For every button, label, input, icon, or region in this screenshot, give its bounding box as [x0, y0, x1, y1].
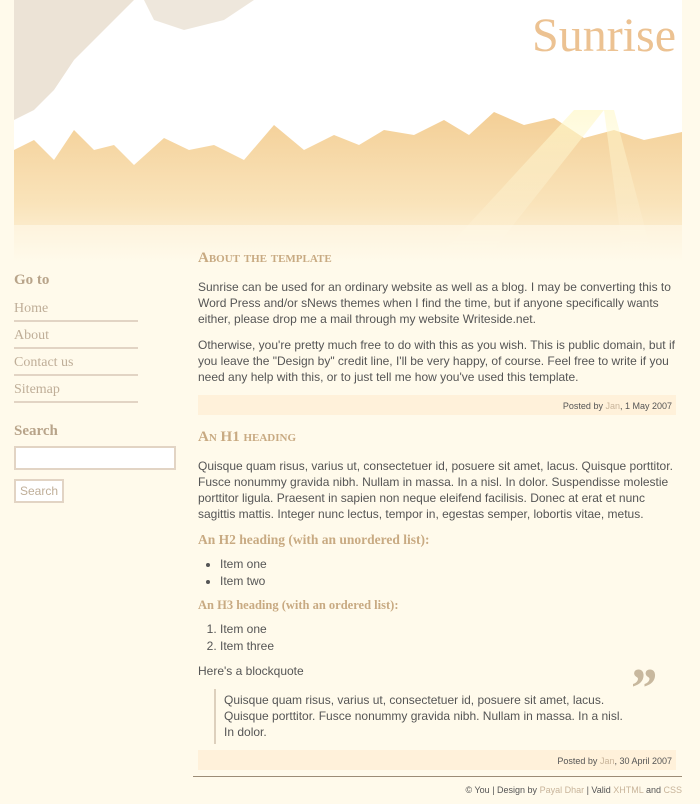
- sidebar: [14, 272, 176, 503]
- post-meta: Posted by Jan, 1 May 2007: [198, 395, 676, 415]
- header-banner: [14, 0, 682, 262]
- blockquote-intro: Here's a blockquote: [198, 664, 304, 678]
- post-paragraph: Quisque quam risus, varius ut, consectetuer id, posuere sit amet, lacus. Quisque porttitor. Fusce nonummy gravida nibh. Nullam in massa. In a nisl. In dolor. Suspendisse molestie porttitor ligula. Praesent in sapien non neque eleifend facilisis. Donec at erat et nunc sagittis mattis. Integer nunc lectus, tempor in, egestas semper, lobortis vitae, metus.: [198, 459, 673, 521]
- ordered-list: [220, 621, 676, 655]
- blockquote: Quisque quam risus, varius ut, consectetuer id, posuere sit amet, lacus. Quisque porttitor. Fusce nonummy gravida nibh. Nullam in massa. In a nisl. In dolor. ”: [214, 689, 676, 744]
- nav-home[interactable]: Home: [14, 295, 138, 322]
- post-title: About the template: [198, 250, 332, 266]
- nav-sitemap[interactable]: Sitemap: [14, 376, 138, 403]
- post-meta: Posted by Jan, 30 April 2007: [198, 750, 676, 770]
- nav-menu: [14, 295, 176, 403]
- h2-heading: An H2 heading (with an unordered list):: [198, 532, 430, 547]
- list-item: 1. Item one: [220, 621, 676, 638]
- search-input[interactable]: [14, 446, 176, 470]
- nav-contact[interactable]: Contact us: [14, 349, 138, 376]
- xhtml-link[interactable]: XHTML: [613, 785, 644, 795]
- h3-heading: An H3 heading (with an ordered list):: [198, 598, 399, 612]
- quote-mark-icon: ”: [628, 658, 656, 720]
- footer: © You | Design by Payal Dhar | Valid XHTML and CSS: [465, 785, 682, 795]
- footer-divider: [193, 776, 682, 777]
- search-heading: Search: [14, 423, 58, 439]
- post-title: An H1 heading: [198, 429, 297, 445]
- goto-heading: Go to: [14, 272, 50, 288]
- css-link[interactable]: CSS: [663, 785, 682, 795]
- designer-link[interactable]: Payal Dhar: [539, 785, 585, 795]
- nav-about[interactable]: About: [14, 322, 138, 349]
- list-item: 2. Item three: [220, 638, 676, 655]
- list-item: • Item two: [220, 573, 676, 590]
- search-button[interactable]: Search: [14, 479, 64, 503]
- list-item: • Item one: [220, 556, 676, 573]
- main-content: [198, 250, 676, 784]
- unordered-list: [220, 556, 676, 590]
- post-paragraph: Otherwise, you're pretty much free to do with this as you wish. This is public domain, but if you leave the "Design by" credit line, I'll be very happy, of course. Feel free to write if you need any help with this, or to just tell me how you've used this template.: [198, 338, 675, 384]
- author-link[interactable]: Jan: [599, 756, 615, 766]
- site-title[interactable]: Sunrise: [532, 9, 676, 62]
- post-paragraph: Sunrise can be used for an ordinary website as well as a blog. I may be converting this to Word Press and/or sNews themes when I find the time, but if anyone specifically wants either, please drop me a mail through my website Writeside.net.: [198, 280, 671, 326]
- author-link[interactable]: Jan: [605, 401, 620, 411]
